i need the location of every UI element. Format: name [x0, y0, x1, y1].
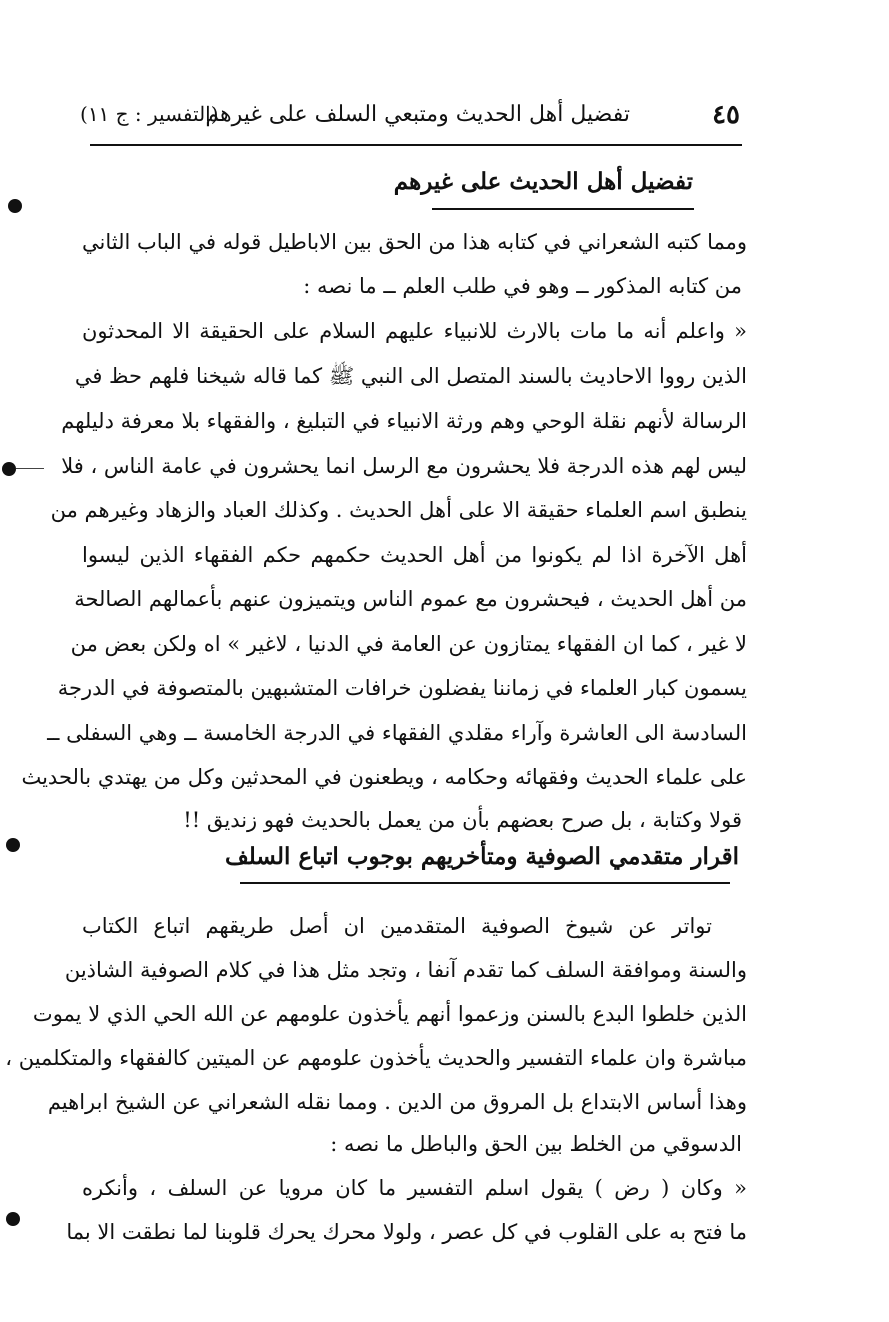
text-line: الدسوقي من الخلط بين الحق والباطل ما نصه :: [330, 1132, 742, 1156]
page-number: ٤٥: [712, 100, 740, 130]
text-line: من أهل الحديث ، فيحشرون مع عموم الناس ويتميزون عنهم بأعمالهم الصالحة: [74, 587, 747, 611]
text-line: وهذا أساس الابتداع بل المروق من الدين . ومما نقله الشعراني عن الشيخ ابراهيم: [47, 1090, 747, 1114]
text-line: « وكان ( رض ) يقول اسلم التفسير ما كان مرويا عن السلف ، وأنكره: [82, 1176, 747, 1200]
text-line: تواتر عن شيوخ الصوفية المتقدمين ان أصل طريقهم اتباع الكتاب: [82, 914, 712, 938]
text-line: مباشرة وان علماء التفسير والحديث يأخذون علومهم عن الميتين كالفقهاء والمتكلمين ،: [5, 1046, 747, 1070]
text-line: على علماء الحديث وفقهائه وحكامه ، ويطعنون في المحدثين وكل من يهتدي بالحديث: [21, 765, 747, 789]
binder-hole: [8, 199, 22, 213]
text-line: يسمون كبار العلماء في زماننا يفضلون خرافات المتشبهين بالمتصوفة في الدرجة: [57, 676, 747, 700]
text-line: السادسة الى العاشرة وآراء مقلدي الفقهاء في الدرجة الخامسة ــ وهي السفلى ــ: [47, 721, 747, 745]
text-line: والسنة وموافقة السلف كما تقدم آنفا ، وتجد مثل هذا في كلام الصوفية الشاذين: [64, 958, 747, 982]
text-line: الرسالة لأنهم نقلة الوحي وهم ورثة الانبياء في التبليغ ، والفقهاء بلا معرفة دليلهم: [61, 409, 747, 433]
text-line: قولا وكتابة ، بل صرح بعضهم بأن من يعمل بالحديث فهو زنديق !!: [183, 808, 742, 832]
page-header: [80, 96, 740, 144]
text-line: لا غير ، كما ان الفقهاء يمتازون عن العامة في الدنيا ، لاغير » اه ولكن بعض من: [70, 632, 747, 656]
section-heading-1: تفضيل أهل الحديث على غيرهم: [393, 168, 693, 195]
binder-hole: [6, 838, 20, 852]
text-line: الذين خلطوا البدع بالسنن وزعموا أنهم يأخذون علومهم عن الله الحي الذي لا يموت: [32, 1002, 747, 1026]
volume-reference: (التفسير : ج ١١): [80, 102, 219, 126]
section-heading-1-underline: [432, 208, 694, 210]
text-line: ليس لهم هذه الدرجة فلا يحشرون مع الرسل انما يحشرون في عامة الناس ، فلا: [61, 454, 747, 478]
running-title: تفضيل أهل الحديث ومتبعي السلف على غيرهم: [205, 102, 630, 127]
text-line: أهل الآخرة اذا لم يكونوا من أهل الحديث حكمهم حكم الفقهاء الذين ليسوا: [82, 543, 747, 567]
text-line: الذين رووا الاحاديث بالسند المتصل الى النبي ﷺ كما قاله شيخنا فلهم حظ في: [74, 364, 747, 388]
text-line: ما فتح به على القلوب في كل عصر ، ولولا محرك يحرك قلوبنا لما نطقت الا بما: [66, 1220, 747, 1244]
header-rule: [90, 144, 742, 146]
binder-hole: [6, 1212, 20, 1226]
section-heading-2-underline: [240, 882, 730, 884]
text-line: ينطبق اسم العلماء حقيقة الا على أهل الحديث . وكذلك العباد والزهاد وغيرهم من: [50, 498, 747, 522]
text-line: « واعلم أنه ما مات بالارث للانبياء عليهم السلام على الحقيقة الا المحدثون: [82, 319, 747, 343]
text-line: من كتابه المذكور ــ وهو في طلب العلم ــ ما نصه :: [303, 274, 742, 298]
text-line: ومما كتبه الشعراني في كتابه هذا من الحق بين الاباطيل قوله في الباب الثاني: [82, 230, 747, 254]
binder-hole: [2, 462, 16, 476]
section-heading-2: اقرار متقدمي الصوفية ومتأخريهم بوجوب اتباع السلف: [225, 843, 739, 870]
